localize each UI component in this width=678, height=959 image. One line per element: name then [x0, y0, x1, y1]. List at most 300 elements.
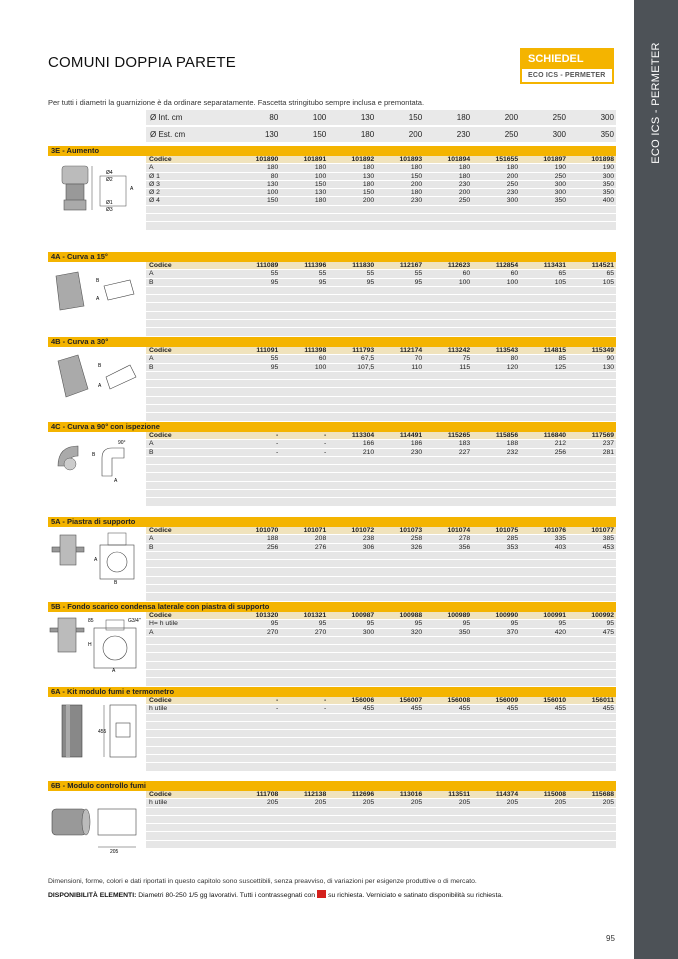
cell-value: 101076 [543, 527, 567, 534]
cell-value: 95 [318, 620, 327, 628]
cell-value: 180 [314, 197, 327, 205]
cell-value: 100 [266, 189, 279, 197]
empty-row [146, 328, 616, 336]
row-label: Ø 4 [149, 197, 160, 205]
empty-row [146, 763, 616, 771]
cell-value: 258 [410, 535, 423, 543]
cell-value: 90 [606, 355, 615, 363]
product-illustration [48, 795, 142, 860]
code-row [146, 156, 616, 164]
product-section [48, 422, 616, 484]
cell-value: 180 [410, 164, 423, 172]
cell-value: 105 [554, 278, 567, 286]
svg-text:Ø4: Ø4 [106, 170, 113, 176]
sidebar-label: ECO ICS - PERMETER [650, 42, 662, 164]
cell-value: 335 [554, 535, 567, 543]
product-illustration [48, 701, 142, 766]
empty-row [146, 738, 616, 746]
spec-row [146, 164, 616, 172]
cell-value: 114815 [543, 347, 567, 354]
cell-value: 455 [506, 705, 519, 713]
diameter-int-value: 80 [269, 113, 279, 122]
cell-value: - [276, 705, 279, 713]
footnote: Dimensioni, forme, colori e dati riportati in questo capitolo sono suscettibili, senza preavviso, di variazioni per esigenze produttive o di mercato. [48, 878, 477, 885]
section-title: 5B - Fondo scarico condensa laterale con piastra di supporto [48, 602, 616, 612]
svg-text:205: 205 [110, 849, 119, 855]
cell-value: 65 [606, 270, 615, 278]
cell-value: 256 [554, 448, 567, 456]
empty-row [146, 747, 616, 755]
section-title: 3E - Aumento [48, 146, 616, 156]
cell-value: 113511 [448, 791, 471, 798]
cell-value: 350 [458, 628, 471, 636]
cell-value: 250 [554, 172, 567, 180]
empty-row [146, 722, 616, 730]
svg-text:B: B [92, 452, 96, 458]
svg-text:Ø3: Ø3 [106, 207, 113, 213]
cell-value: 111396 [304, 262, 327, 269]
empty-row [146, 560, 616, 568]
cell-value: 403 [554, 543, 567, 551]
cell-value: 200 [458, 189, 471, 197]
diameter-int-value: 100 [312, 113, 327, 122]
cell-value: 113431 [543, 262, 567, 269]
svg-text:A: A [94, 557, 98, 563]
svg-text:B: B [98, 363, 102, 369]
row-label: Codice [149, 347, 172, 354]
code-row [146, 262, 616, 270]
diameter-int-row [146, 110, 616, 125]
cell-value: 238 [362, 535, 375, 543]
cell-value: 114374 [495, 791, 519, 798]
svg-text:G3/4": G3/4" [128, 618, 141, 624]
cell-value: 453 [602, 543, 615, 551]
empty-row [146, 653, 616, 661]
cell-value: 180 [410, 189, 423, 197]
cell-value: 205 [602, 799, 615, 807]
cell-value: 95 [318, 278, 327, 286]
cell-value: 400 [602, 197, 615, 205]
cell-value: 130 [602, 363, 615, 371]
cell-value: 180 [458, 172, 471, 180]
cell-value: 205 [554, 799, 567, 807]
row-label: B [149, 543, 154, 551]
cell-value: 212 [554, 440, 567, 448]
cell-value: 100992 [591, 612, 615, 619]
product-section [48, 687, 616, 735]
cell-value: 180 [506, 164, 519, 172]
cell-value: 156011 [591, 697, 615, 704]
cell-value: 100 [314, 363, 327, 371]
empty-row [146, 577, 616, 585]
code-row [146, 527, 616, 535]
page-number: 95 [606, 934, 615, 943]
cell-value: 186 [410, 440, 423, 448]
cell-value: 250 [506, 180, 519, 188]
cell-value: 156008 [447, 697, 471, 704]
cell-value: 101898 [591, 156, 615, 163]
cell-value: 156010 [543, 697, 567, 704]
empty-row [146, 320, 616, 328]
cell-value: 101072 [351, 527, 375, 534]
cell-value: 55 [270, 270, 279, 278]
cell-value: 300 [362, 628, 375, 636]
empty-row [146, 585, 616, 593]
spec-row [146, 629, 616, 637]
section-title: 4C - Curva a 90° con ispezione [48, 422, 616, 432]
product-illustration [48, 351, 142, 406]
cell-value: - [323, 705, 327, 713]
cell-value: 385 [602, 535, 615, 543]
cell-value: 95 [270, 363, 279, 371]
svg-text:A: A [96, 296, 100, 302]
diameter-est-value: 180 [360, 130, 375, 139]
cell-value: 100 [314, 172, 327, 180]
spec-row [146, 535, 616, 543]
cell-value: 65 [558, 270, 567, 278]
empty-row [146, 473, 616, 481]
row-label: H= h utile [149, 620, 178, 628]
row-label: B [149, 363, 154, 371]
cell-value: 113304 [351, 432, 375, 439]
cell-value: 55 [414, 270, 423, 278]
cell-value: 100990 [495, 612, 519, 619]
cell-value: 55 [318, 270, 327, 278]
cell-value: 455 [458, 705, 471, 713]
diameter-est-row [146, 127, 616, 142]
cell-value: 120 [506, 363, 519, 371]
cell-value: 130 [314, 189, 327, 197]
cell-value: 115265 [447, 432, 471, 439]
empty-row [146, 593, 616, 601]
cell-value: 101320 [255, 612, 279, 619]
cell-value: 101070 [255, 527, 279, 534]
cell-value: 112854 [495, 262, 519, 269]
empty-row [146, 645, 616, 653]
row-label: Ø 1 [149, 172, 160, 180]
spec-row [146, 197, 616, 205]
cell-value: 101890 [255, 156, 279, 163]
cell-value: - [323, 448, 327, 456]
empty-row [146, 222, 616, 230]
empty-row [146, 841, 616, 849]
section-title: 5A - Piastra di supporto [48, 517, 616, 527]
row-label: Codice [149, 262, 172, 269]
product-section [48, 337, 616, 389]
spec-row [146, 544, 616, 552]
cell-value: 115008 [543, 791, 567, 798]
cell-value: 101893 [399, 156, 423, 163]
code-row [146, 432, 616, 440]
cell-value: 101897 [543, 156, 567, 163]
cell-value: 281 [602, 448, 615, 456]
cell-value: 105 [602, 278, 615, 286]
empty-row [146, 397, 616, 405]
cell-value: 205 [266, 799, 279, 807]
spec-table [146, 262, 616, 337]
spec-row [146, 181, 616, 189]
cell-value: 115349 [591, 347, 615, 354]
cell-value: 113242 [447, 347, 471, 354]
row-label: A [149, 164, 154, 172]
cell-value: 166 [362, 440, 375, 448]
code-row [146, 791, 616, 799]
cell-value: 101074 [447, 527, 471, 534]
spec-row [146, 364, 616, 372]
empty-row [146, 388, 616, 396]
cell-value: 356 [458, 543, 471, 551]
diameter-int-value: 130 [360, 113, 375, 122]
section-title: 6B - Modulo controllo fumi [48, 781, 616, 791]
row-label: h utile [149, 799, 168, 807]
cell-value: 95 [270, 278, 279, 286]
diameter-int-value: 200 [504, 113, 519, 122]
availability-text-1: Diametri 80-250 1/5 gg lavorativi. Tutti i contrassegnati con [138, 892, 316, 899]
cell-value: 270 [314, 628, 327, 636]
svg-text:A: A [112, 668, 116, 672]
cell-value: 55 [366, 270, 375, 278]
cell-value: 230 [410, 448, 423, 456]
empty-row [146, 457, 616, 465]
empty-row [146, 730, 616, 738]
product-illustration [48, 531, 142, 590]
cell-value: 80 [510, 355, 519, 363]
cell-value: - [323, 440, 327, 448]
logo-brand: SCHIEDEL [522, 50, 612, 69]
cell-value: 455 [362, 705, 375, 713]
product-section [48, 252, 616, 302]
spec-row [146, 449, 616, 457]
cell-value: 95 [414, 620, 423, 628]
cell-value: 230 [458, 180, 471, 188]
cell-value: 276 [314, 543, 327, 551]
empty-row [146, 287, 616, 295]
row-label: Codice [149, 697, 172, 704]
product-section [48, 146, 616, 213]
cell-value: 55 [270, 355, 279, 363]
empty-row [146, 295, 616, 303]
cell-value: 210 [362, 448, 375, 456]
cell-value: 60 [462, 270, 471, 278]
cell-value: 180 [266, 164, 279, 172]
section-title: 6A - Kit modulo fumi e termometro [48, 687, 616, 697]
cell-value: 95 [606, 620, 615, 628]
cell-value: 300 [506, 197, 519, 205]
empty-row [146, 482, 616, 490]
diameter-est-value: 230 [456, 130, 471, 139]
cell-value: 420 [554, 628, 567, 636]
cell-value: 232 [506, 448, 519, 456]
empty-row [146, 206, 616, 214]
empty-row [146, 816, 616, 824]
cell-value: 205 [410, 799, 423, 807]
cell-value: 70 [414, 355, 423, 363]
diameter-est-label: Ø Est. cm [150, 130, 186, 139]
product-section [48, 781, 616, 855]
cell-value: 227 [458, 448, 471, 456]
cell-value: 353 [506, 543, 519, 551]
svg-text:A: A [114, 478, 118, 484]
svg-text:B: B [96, 278, 100, 284]
cell-value: 116840 [543, 432, 567, 439]
cell-value: 306 [362, 543, 375, 551]
row-label: Codice [149, 156, 172, 163]
svg-text:85: 85 [88, 618, 94, 624]
cell-value: 111398 [304, 347, 327, 354]
availability-note [48, 890, 503, 899]
cell-value: 455 [554, 705, 567, 713]
cell-value: 95 [462, 620, 471, 628]
cell-value: 100987 [351, 612, 375, 619]
cell-value: 101892 [351, 156, 375, 163]
row-label: Codice [149, 791, 172, 798]
diameter-est-value: 150 [312, 130, 327, 139]
row-label: B [149, 278, 154, 286]
cell-value: - [276, 448, 279, 456]
svg-text:A: A [130, 186, 134, 192]
empty-row [146, 808, 616, 816]
diameter-est-value: 130 [264, 130, 279, 139]
sidebar-label-box [642, 42, 670, 164]
cell-value: 326 [410, 543, 423, 551]
cell-value: 350 [602, 189, 615, 197]
cell-value: 208 [314, 535, 327, 543]
empty-row [146, 568, 616, 576]
diameter-int-value: 180 [456, 113, 471, 122]
cell-value: 112138 [303, 791, 327, 798]
diameter-est-value: 350 [600, 130, 614, 139]
product-illustration [48, 616, 142, 677]
cell-value: 200 [506, 172, 519, 180]
cell-value: 350 [602, 180, 615, 188]
cell-value: 101891 [303, 156, 327, 163]
diameter-est-value: 250 [504, 130, 519, 139]
empty-row [146, 490, 616, 498]
code-row [146, 697, 616, 705]
cell-value: 370 [506, 628, 519, 636]
cell-value: - [276, 697, 279, 704]
cell-value: 183 [458, 440, 471, 448]
cell-value: 205 [314, 799, 327, 807]
cell-value: 156006 [351, 697, 375, 704]
spec-row [146, 799, 616, 807]
cell-value: 156009 [495, 697, 519, 704]
cell-value: 115 [459, 363, 471, 371]
cell-value: 95 [414, 278, 423, 286]
row-label: A [149, 628, 154, 636]
spec-table [146, 612, 616, 687]
brand-logo [520, 48, 614, 84]
spec-row [146, 270, 616, 278]
section-title: 4B - Curva a 30° [48, 337, 616, 347]
cell-value: 95 [270, 620, 279, 628]
code-row [146, 612, 616, 620]
spec-table [146, 791, 616, 849]
section-title: 4A - Curva a 15° [48, 252, 616, 262]
svg-text:90°: 90° [118, 440, 126, 446]
cell-value: 125 [554, 363, 567, 371]
cell-value: 205 [506, 799, 519, 807]
spec-row [146, 705, 616, 713]
cell-value: 150 [410, 172, 423, 180]
row-label: A [149, 355, 154, 363]
row-label: A [149, 270, 154, 278]
spec-table [146, 527, 616, 602]
spec-table [146, 432, 616, 507]
row-label: B [149, 448, 154, 456]
cell-value: 455 [602, 705, 615, 713]
empty-row [146, 755, 616, 763]
cell-value: 475 [602, 628, 615, 636]
cell-value: 180 [458, 164, 471, 172]
spec-row [146, 189, 616, 197]
cell-value: 230 [410, 197, 423, 205]
cell-value: 250 [458, 197, 471, 205]
cell-value: 188 [266, 535, 279, 543]
logo-product: ECO ICS - PERMETER [528, 72, 606, 79]
diameter-est-value: 200 [408, 130, 423, 139]
spec-table [146, 156, 616, 231]
row-label: Codice [149, 527, 172, 534]
cell-value: 115688 [591, 791, 615, 798]
svg-text:Ø2: Ø2 [106, 177, 113, 183]
cell-value: 113016 [399, 791, 423, 798]
row-label: Codice [149, 432, 172, 439]
cell-value: 112696 [351, 791, 375, 798]
diameter-est-value: 300 [552, 130, 567, 139]
cell-value: 130 [266, 180, 279, 188]
empty-row [146, 552, 616, 560]
cell-value: 111708 [256, 791, 279, 798]
cell-value: 114521 [591, 262, 615, 269]
cell-value: 114491 [399, 432, 423, 439]
product-illustration [48, 266, 142, 321]
cell-value: 111091 [256, 347, 279, 354]
empty-row [146, 670, 616, 678]
svg-text:Ø1: Ø1 [106, 200, 113, 206]
diameter-int-value: 150 [408, 113, 423, 122]
cell-value: 300 [554, 189, 567, 197]
cell-value: 101077 [591, 527, 615, 534]
cell-value: 256 [266, 543, 279, 551]
empty-row [146, 498, 616, 506]
cell-value: 320 [410, 628, 423, 636]
empty-row [146, 312, 616, 320]
cell-value: 205 [362, 799, 375, 807]
diameter-int-label: Ø Int. cm [150, 113, 183, 122]
cell-value: 270 [266, 628, 279, 636]
svg-text:B: B [114, 580, 118, 585]
cell-value: - [323, 432, 327, 439]
cell-value: 111793 [352, 347, 375, 354]
cell-value: 180 [314, 164, 327, 172]
cell-value: 150 [266, 197, 279, 205]
cell-value: 115856 [495, 432, 519, 439]
cell-value: 112167 [399, 262, 423, 269]
cell-value: 200 [410, 180, 423, 188]
empty-row [146, 303, 616, 311]
product-section [48, 602, 616, 672]
svg-text:455: 455 [98, 729, 107, 735]
row-label: Ø 3 [149, 180, 160, 188]
cell-value: 188 [506, 440, 519, 448]
row-label: A [149, 535, 154, 543]
cell-value: 100991 [543, 612, 567, 619]
page-title: COMUNI DOPPIA PARETE [48, 54, 236, 71]
intro-text: Per tutti i diametri la guarnizione è da ordinare separatamente. Fascetta stringitubo sempre inclusa e premontata. [48, 98, 425, 107]
empty-row [146, 832, 616, 840]
spec-table [146, 697, 616, 772]
